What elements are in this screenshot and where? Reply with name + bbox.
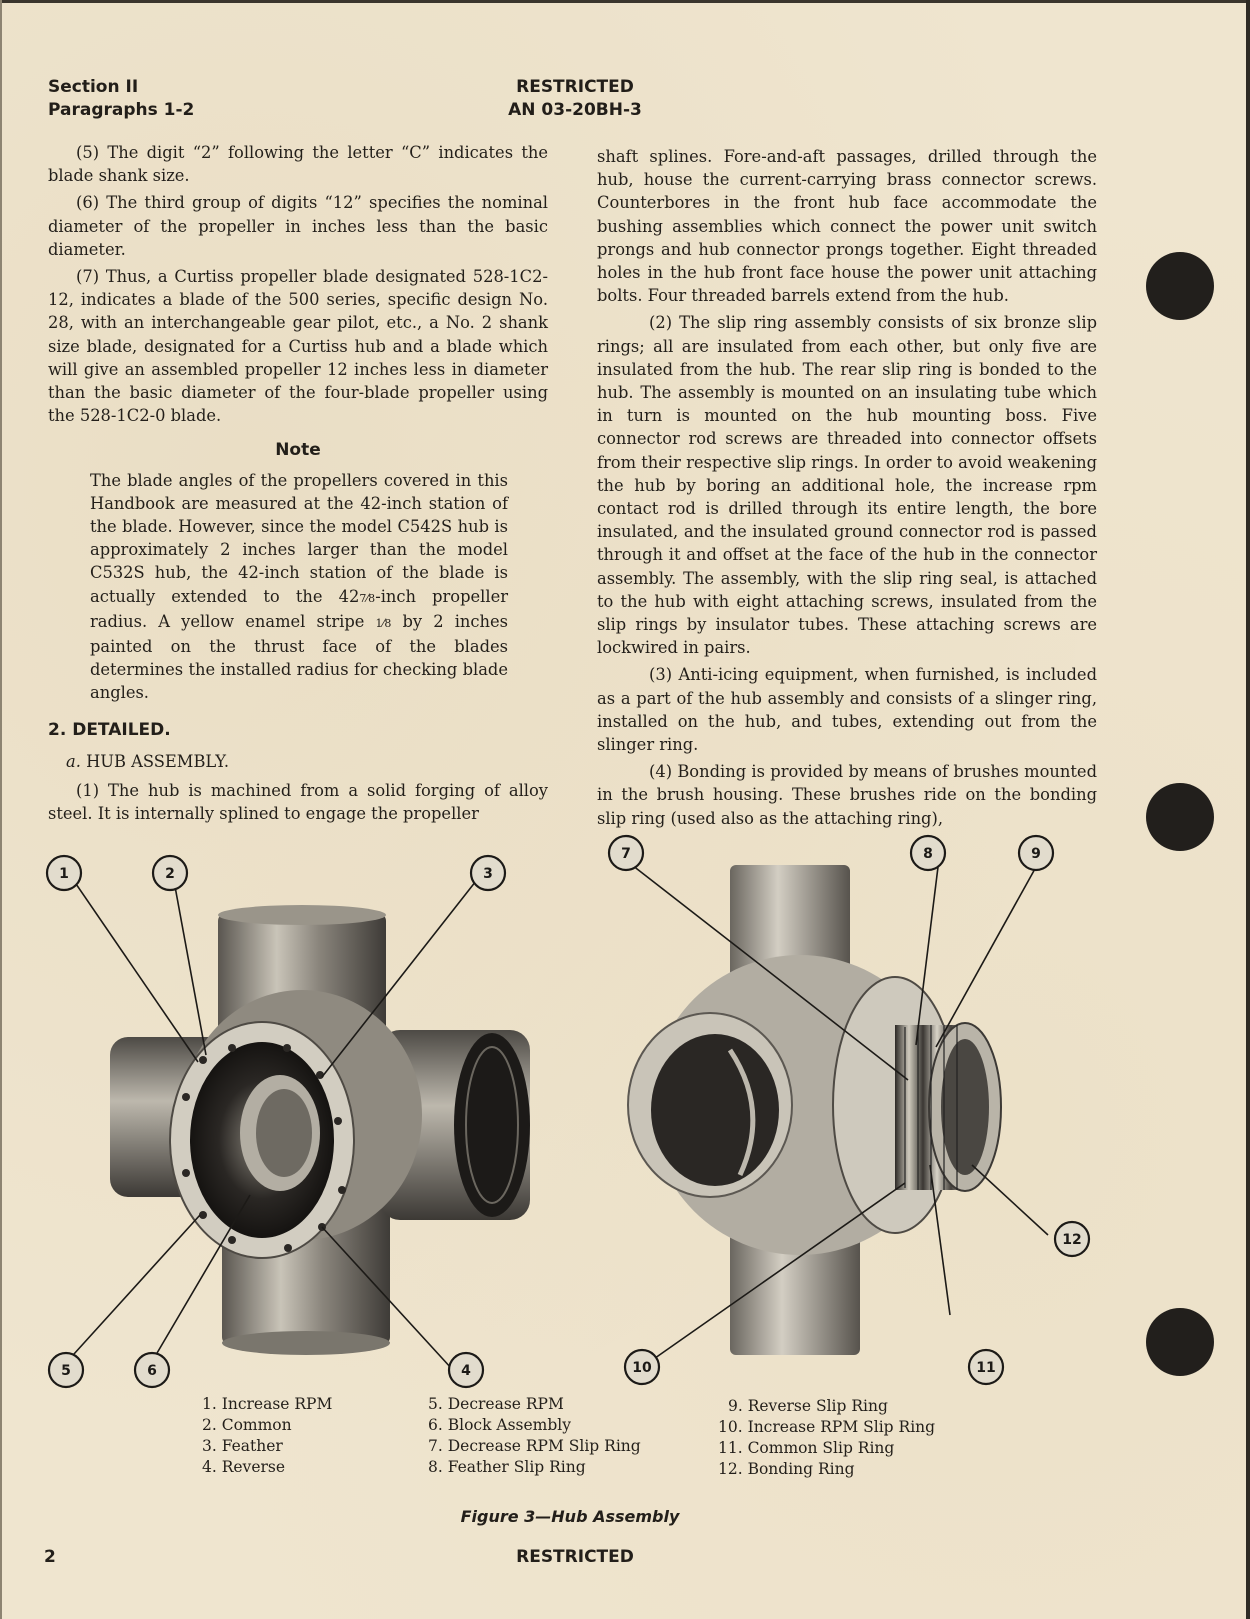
callout-6 xyxy=(135,1353,169,1387)
svg-text:9: 9 xyxy=(1031,846,1041,862)
paragraphs-label: Paragraphs 1-2 xyxy=(48,100,195,120)
callout-11 xyxy=(969,1350,1003,1384)
page-edge-top xyxy=(0,0,1250,3)
paragraph-4: (4) Bonding is provided by means of brushes mounted in the brush housing. These brushes ride on the bonding slip ring (used also as the attaching ring), xyxy=(597,762,1097,828)
callout-2 xyxy=(153,856,187,890)
doc-header xyxy=(470,76,680,122)
legend-item: 3. Feather xyxy=(202,1437,283,1455)
legend-item: 4. Reverse xyxy=(202,1458,286,1476)
hub-front-illustration xyxy=(40,855,560,1385)
paragraph-1-continued: shaft splines. Fore-and-aft passages, drilled through the hub, house the current-carrying brass connector screws. Counterbores in the front hub face accommodate the bushing assemblies which connect the power unit switch prongs and hub connector prongs together. Eight threaded holes in the hub front face house the power unit attaching bolts. Four threaded barrels extend from the hub. xyxy=(597,147,1097,306)
legend-item: 9. Reverse Slip Ring xyxy=(728,1397,888,1415)
legend-item: 12. Bonding Ring xyxy=(718,1460,855,1478)
svg-text:10: 10 xyxy=(632,1360,652,1376)
legend-item: 2. Common xyxy=(202,1416,292,1434)
section-label: Section II xyxy=(48,77,139,97)
paragraph-1: (1) The hub is machined from a solid forging of alloy steel. It is internally splined to engage the propeller xyxy=(48,781,548,824)
callout-8 xyxy=(911,836,945,870)
callout-12 xyxy=(1055,1222,1089,1256)
classification-label: RESTRICTED xyxy=(516,77,634,97)
callout-3 xyxy=(471,856,505,890)
left-column xyxy=(48,141,548,829)
hub-slip-ring-view-photo xyxy=(600,846,1100,1385)
svg-text:12: 12 xyxy=(1062,1232,1082,1248)
note-fraction-1-8: 1⁄8 xyxy=(375,616,392,630)
legend-item: 11. Common Slip Ring xyxy=(718,1439,895,1457)
svg-text:8: 8 xyxy=(923,846,933,862)
callout-4 xyxy=(449,1353,483,1387)
svg-text:1: 1 xyxy=(59,866,69,882)
callout-10 xyxy=(625,1350,659,1384)
figure-caption: Figure 3—Hub Assembly xyxy=(460,1507,680,1526)
legend-column-3 xyxy=(718,1396,935,1480)
hub-slip-ring-illustration xyxy=(600,846,1100,1385)
section-header xyxy=(48,76,194,122)
note-text-c: by 2 inches painted on the thrust face of the blades determines the installed radius for checking blade angles. xyxy=(90,611,508,703)
doc-number: AN 03-20BH-3 xyxy=(508,100,642,120)
page-edge-left xyxy=(0,0,2,1619)
legend-column-1 xyxy=(202,1394,332,1478)
punch-hole xyxy=(1146,783,1214,851)
paragraph-2: (2) The slip ring assembly consists of six bronze slip rings; all are insulated from each other, but only five are insulated from the hub. The rear slip ring is bonded to the hub. The assembly is mounted on an insulating tube which in turn is mounted on the hub mounting boss. Five connector rod screws are threaded into connector offsets from their respective slip rings. In order to avoid weakening the hub by boring an additional hole, the increase rpm contact rod is drilled through its entire length, the bore insulated, and the insulated ground connector rod is passed through it and offset at the face of the hub in the connector assembly. The assembly, with the slip ring seal, is attached to the hub with eight attaching screws, insulated from the slip rings by insulator tubes. These attaching screws are lockwired in pairs. xyxy=(597,313,1097,658)
legend-item: 6. Block Assembly xyxy=(428,1416,572,1434)
footer-classification: RESTRICTED xyxy=(516,1547,634,1567)
paragraph-5: (5) The digit “2” following the letter “C” indicates the blade shank size. xyxy=(48,143,548,186)
section-heading-detailed: 2. DETAILED. xyxy=(48,719,171,740)
note-fraction-7-8: 7⁄8 xyxy=(359,591,376,605)
paragraph-7: (7) Thus, a Curtiss propeller blade designated 528-1C2-12, indicates a blade of the 500 series, specific design No. 28, with an interchangeable gear pilot, etc., a No. 2 shank size blade, designated for a Curtiss hub and a blade which will give an assembled propeller 12 inches less in diameter than the basic diameter of the four-blade propeller using the 528-1C2-0 blade. xyxy=(48,267,548,426)
hub-front-view-photo xyxy=(40,855,560,1385)
punch-hole xyxy=(1146,252,1214,320)
legend-item: 1. Increase RPM xyxy=(202,1395,333,1413)
page-number: 2 xyxy=(44,1547,56,1567)
legend-item: 7. Decrease RPM Slip Ring xyxy=(428,1437,641,1455)
legend-item: 8. Feather Slip Ring xyxy=(428,1458,586,1476)
callout-1 xyxy=(47,856,81,890)
legend-column-2 xyxy=(428,1394,641,1478)
subheading-hub-assembly xyxy=(48,750,548,773)
subheading-letter: a. xyxy=(66,751,81,771)
right-column xyxy=(597,145,1097,834)
svg-text:3: 3 xyxy=(483,866,493,882)
punch-hole xyxy=(1146,1308,1214,1376)
note-text-a: The blade angles of the propellers covered in this Handbook are measured at the 42-inch station of the blade. However, since the model C542S hub is approximately 2 inches larger than the model C532S hub, the 42-inch station of the blade is actually extended to the 42 xyxy=(90,470,508,606)
legend-item: 5. Decrease RPM xyxy=(428,1395,564,1413)
svg-text:5: 5 xyxy=(61,1363,71,1379)
legend-item: 10. Increase RPM Slip Ring xyxy=(718,1418,936,1436)
svg-text:2: 2 xyxy=(165,866,175,882)
svg-text:7: 7 xyxy=(621,846,631,862)
paragraph-3: (3) Anti-icing equipment, when furnished, is included as a part of the hub assembly and consists of a slinger ring, installed on the hub, and tubes, extending out from the slinger ring. xyxy=(597,665,1097,755)
callout-7 xyxy=(609,836,643,870)
subheading-text: HUB ASSEMBLY. xyxy=(86,751,230,771)
note-body xyxy=(48,469,548,705)
note-title: Note xyxy=(275,440,321,461)
page-edge-right xyxy=(1246,0,1250,1619)
svg-text:11: 11 xyxy=(976,1360,996,1376)
callout-5 xyxy=(49,1353,83,1387)
svg-text:4: 4 xyxy=(461,1363,471,1379)
paragraph-6: (6) The third group of digits “12” specifies the nominal diameter of the propeller in inches less than the basic diameter. xyxy=(48,193,548,259)
svg-text:6: 6 xyxy=(147,1363,157,1379)
callout-9 xyxy=(1019,836,1053,870)
note-text-b: -inch propeller radius. A yellow enamel stripe xyxy=(90,586,509,631)
